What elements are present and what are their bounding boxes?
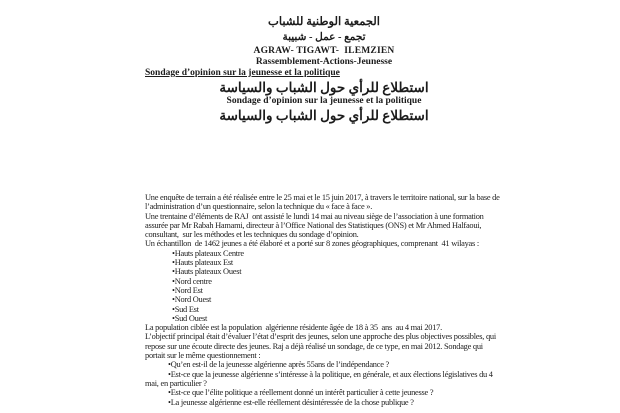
org-name-arabic: الجمعية الوطنية للشباب — [268, 16, 380, 28]
document-page — [145, 14, 503, 407]
question-item: • Qu’en est-il de la jeunesse algérienne après 55ans de l’indépendance ? — [145, 360, 503, 369]
zone-item: • Hauts plateaux Centre — [145, 249, 503, 258]
survey-title-french-underlined: Sondage d’opinion sur la jeunesse et la politique — [145, 68, 340, 78]
org-name-berber: AGRAW- TIGAWT- ILEMZIEN — [253, 46, 395, 56]
intro-paragraph-training: Une trentaine d’éléments de RAJ ont assisté le lundi 14 mai au niveau siège de l’association à une formation assurée par Mr Rabah Hamami, directeur à l’Office National des Statistiques (ONS) et Mr Ahmed Halfaoui, consultant, sur les méthodes et les techniques du sondage d’opinion. — [145, 211, 486, 240]
objective-paragraph: L’objectif principal était d’évaluer l’état d’esprit des jeunes, selon une approche des plus objectives possibles, qui repose sur une écoute directe des jeunes. Raj a déjà réalisé un sondage, de ce type, en mai 2012. Sondage qui portait sur le même questionnement : — [145, 332, 498, 361]
zone-item: • Sud Ouest — [145, 314, 503, 323]
org-name-french: Rassemblement-Actions-Jeunesse — [255, 57, 393, 67]
question-item: • Est-ce que l’élite politique a réellement donné un intérêt particulier à cette jeunesse ? — [145, 388, 503, 397]
zone-item: • Nord Ouest — [145, 295, 503, 304]
zone-item: • Sud Est — [145, 305, 503, 314]
motto-arabic: تجمع - عمل - شبيبة — [282, 32, 366, 43]
survey-title-arabic-2: استطلاع للرأي حول الشباب والسياسة — [219, 108, 429, 123]
zone-item: • Hauts plateaux Ouest — [145, 267, 503, 276]
questions-list — [145, 360, 503, 406]
document-body — [145, 193, 503, 407]
zone-item: • Hauts plateaux Est — [145, 258, 503, 267]
intro-paragraph-methodology: Une enquête de terrain a été réalisée entre le 25 mai et le 15 juin 2017, à travers le territoire national, sur la base de l’administration d’un questionnaire, selon la technique du « face à face ». — [145, 193, 502, 212]
survey-title-arabic-1: استطلاع للرأي حول الشباب والسياسة — [219, 80, 429, 95]
zone-item: • Nord centre — [145, 277, 503, 286]
zone-item: • Nord Est — [145, 286, 503, 295]
intro-paragraph-sample: Un échantillon de 1462 jeunes a été élaboré et a porté sur 8 zones géographiques, comprenant 41 wilayas : — [145, 239, 479, 249]
question-item: • Est-ce que la jeunesse algérienne s’intéresse à la politique, en générale, et aux élections législatives du 4 mai, en particulier ? — [145, 370, 503, 389]
survey-title-french: Sondage d’opinion sur la jeunesse et la politique — [226, 96, 422, 106]
question-item: • La jeunesse algérienne est-elle réellement désintéressée de la chose publique ? — [145, 398, 503, 407]
zones-list — [145, 249, 503, 323]
document-header — [145, 14, 503, 124]
target-population-paragraph: La population ciblée est la population algérienne résidente âgée de 18 à 35 ans au 4 mai 2017. — [145, 323, 442, 333]
